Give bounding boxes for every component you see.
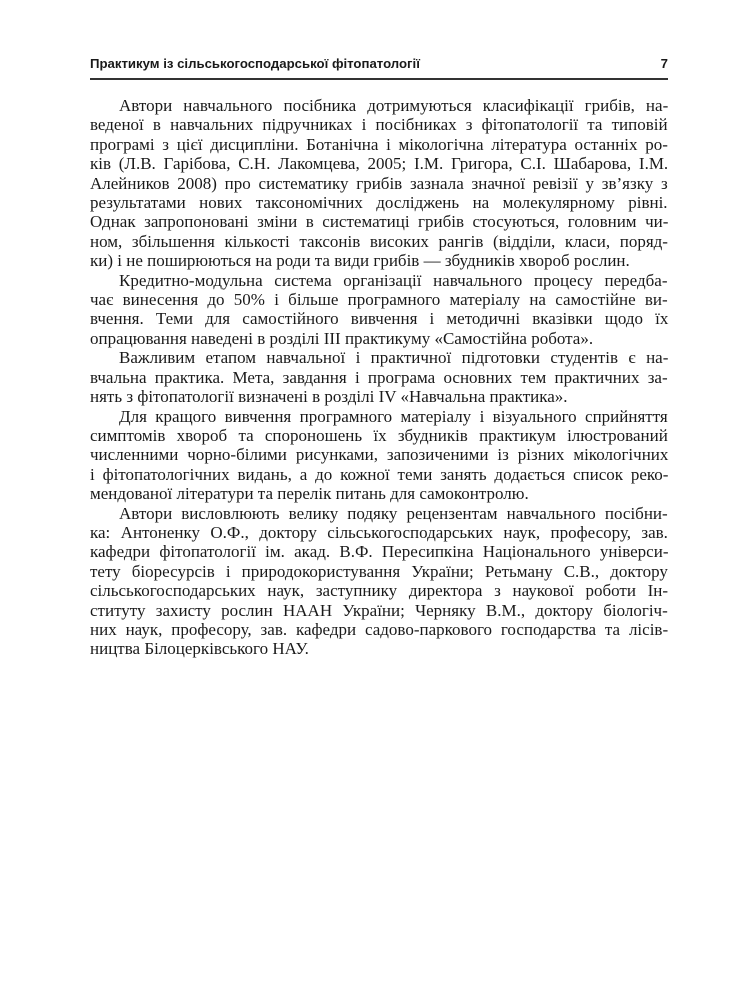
text-line: ка: Антоненку О.Ф., доктору сільськогосподарських наук, професору, зав. [90, 522, 668, 542]
text-line: ституту захисту рослин НААН України; Черняку В.М., доктору біологіч- [90, 600, 668, 620]
text-line: нять з фітопатології визначені в розділі IV «Навчальна практика». [90, 387, 568, 407]
text-line: сільськогосподарських наук, заступнику директора з наукової роботи Ін- [90, 581, 669, 601]
paragraph [90, 348, 668, 406]
text-line: мендованої літератури та перелік питань для самоконтролю. [90, 484, 529, 504]
text-line: програмі з цієї дисципліни. Ботанічна і мікологічна література останніх ро- [90, 134, 668, 154]
text-line: опрацювання наведені в розділі III практикуму «Самостійна робота». [90, 328, 594, 348]
text-line: ництва Білоцерківського НАУ. [90, 639, 309, 659]
paragraph [90, 271, 668, 349]
text-line: і фітопатологічних видань, а до кожної теми занять додається список реко- [90, 464, 669, 484]
paragraph [90, 96, 668, 271]
text-line: Алейников 2008) про систематику грибів зазнала значної ревізії у зв’язку з [90, 173, 668, 193]
text-line: Однак запропоновані зміни в систематиці грибів стосуються, головним чи- [90, 212, 669, 232]
text-line: результатами нових таксономічних досліджень на молекулярному рівні. [90, 193, 668, 213]
text-line: ки) і не поширюються на роди та види грибів — збудників хвороб рослин. [90, 251, 630, 271]
text-line: Автори навчального посібника дотримуються класифікації грибів, на- [119, 96, 669, 115]
paragraph [90, 504, 668, 659]
text-line: кафедри фітопатології ім. акад. В.Ф. Пересипкіна Національного універси- [90, 542, 669, 562]
text-line: Важливим етапом навчальної і практичної підготовки студентів є на- [119, 348, 669, 368]
text-line: веденої в навчальних підручниках і посібниках з фітопатології та типовій [90, 115, 668, 135]
text-line: них наук, професору, зав. кафедри садово-паркового господарства та лісів- [90, 619, 669, 639]
text-line: ном, збільшення кількості таксонів високих рангів (відділи, класи, поряд- [90, 231, 668, 251]
paragraph [90, 407, 668, 504]
text-line: численними чорно-білими рисунками, запозиченими із різних мікологічних [90, 445, 669, 465]
text-line: Автори висловлюють велику подяку рецензентам навчального посібни- [119, 503, 668, 523]
text-line: симптомів хвороб та спороношень їх збудників практикум ілюстрований [90, 425, 668, 445]
running-header-title: Практикум із сільськогосподарської фітопатології [90, 56, 420, 71]
text-line: вчальна практика. Мета, завдання і програма основних тем практичних за- [90, 367, 668, 387]
text-line: Кредитно-модульна система організації навчального процесу передба- [119, 270, 668, 290]
header-rule [90, 78, 668, 80]
body-text [90, 96, 668, 659]
text-line: чає винесення до 50% і більше програмного матеріалу на самостійне ви- [90, 290, 668, 310]
text-line: ків (Л.В. Гарібова, С.Н. Лакомцева, 2005; І.М. Григора, С.І. Шабарова, І.М. [90, 154, 669, 174]
page-number: 7 [660, 56, 668, 71]
text-line: вчення. Теми для самостійного вивчення і методичні вказівки щодо їх [90, 309, 669, 329]
running-header [90, 55, 668, 77]
text-line: тету біоресурсів і природокористування України; Ретьману С.В., доктору [90, 561, 668, 581]
text-line: Для кращого вивчення програмного матеріалу і візуального сприйняття [119, 406, 668, 426]
